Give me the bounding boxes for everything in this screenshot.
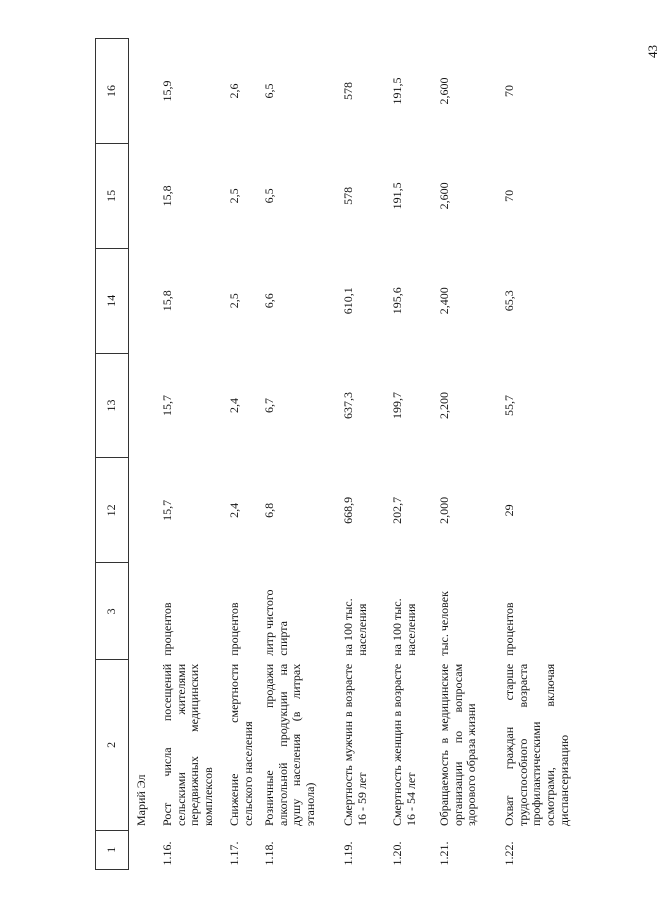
value-cell: 2,600 <box>436 182 451 210</box>
table-row <box>434 39 499 870</box>
indicator-name: Охват граждан старше трудоспособного возраста профилактическими осмотрами, включая диспансеризацию <box>501 663 571 827</box>
value-cell: 29 <box>501 504 516 517</box>
unit-cell: на 100 тыс. населения <box>340 598 369 656</box>
value-cell: 2,4 <box>226 398 241 414</box>
unit-cell: на 100 тыс. населения <box>389 598 418 656</box>
header-cell: 2 <box>96 660 129 830</box>
value-cell: 195,6 <box>389 287 404 315</box>
value-cell: 2,5 <box>226 293 241 309</box>
header-cell: 14 <box>96 248 129 353</box>
unit-cell: тыс. человек <box>436 591 451 656</box>
value-cell: 578 <box>340 186 355 205</box>
indicator-name: Обращаемость в медицинские организации по вопросам здорового образа жизни <box>436 663 479 827</box>
unit-cell: процентов <box>159 602 174 656</box>
unit-cell: процентов <box>501 602 516 656</box>
value-cell: 637,3 <box>340 392 355 420</box>
value-cell: 6,8 <box>261 502 276 518</box>
value-cell: 2,600 <box>436 77 451 105</box>
value-cell: 2,000 <box>436 496 451 524</box>
row-number: 1.20. <box>389 841 404 866</box>
value-cell: 6,5 <box>261 83 276 99</box>
value-cell: 2,4 <box>226 502 241 518</box>
row-number: 1.18. <box>261 841 276 866</box>
indicator-name: Смертность мужчин в возрасте 16 - 59 лет <box>340 663 369 827</box>
value-cell: 15,8 <box>159 290 174 312</box>
indicator-name: Снижение смертности сельского населения <box>226 663 255 827</box>
table-row <box>157 39 224 870</box>
indicator-name: Розничные продажи алкогольной продукции на душу населения (в литрах этанола) <box>261 663 318 827</box>
value-cell: 191,5 <box>389 182 404 210</box>
table-row <box>338 39 387 870</box>
value-cell: 2,6 <box>226 83 241 99</box>
row-number: 1.22. <box>501 841 516 866</box>
value-cell: 70 <box>501 189 516 202</box>
table-row <box>387 39 434 870</box>
header-row <box>96 39 129 870</box>
value-cell: 578 <box>340 81 355 100</box>
value-cell: 65,3 <box>501 290 516 312</box>
unit-cell: процентов <box>226 602 241 656</box>
value-cell: 199,7 <box>389 392 404 420</box>
indicator-name: Смертность женщин в возрасте 16 - 54 лет <box>389 663 418 827</box>
value-cell: 668,9 <box>340 496 355 524</box>
value-cell: 6,6 <box>261 293 276 309</box>
value-cell: 2,5 <box>226 188 241 204</box>
indicators-table <box>95 38 575 870</box>
row-number: 1.19. <box>340 841 355 866</box>
value-cell: 70 <box>501 84 516 97</box>
unit-cell: литр чистого спирта <box>261 589 290 656</box>
table-row <box>259 39 338 870</box>
value-cell: 15,8 <box>159 185 174 207</box>
rotated-table-sheet <box>95 38 571 870</box>
table-row <box>499 39 575 870</box>
value-cell: 6,5 <box>261 188 276 204</box>
value-cell: 6,7 <box>261 398 276 414</box>
row-number: 1.17. <box>226 841 241 866</box>
value-cell: 15,9 <box>159 80 174 102</box>
header-cell: 3 <box>96 563 129 660</box>
header-cell: 13 <box>96 353 129 458</box>
table-row <box>224 39 259 870</box>
value-cell: 2,400 <box>436 287 451 315</box>
value-cell: 55,7 <box>501 395 516 417</box>
region-title: Марий Эл <box>134 774 148 827</box>
row-number: 1.21. <box>436 841 451 866</box>
header-cell: 12 <box>96 458 129 563</box>
value-cell: 191,5 <box>389 77 404 105</box>
row-number: 1.16. <box>159 841 174 866</box>
header-cell: 16 <box>96 39 129 144</box>
value-cell: 15,7 <box>159 499 174 521</box>
page-number: 43 <box>645 45 660 58</box>
value-cell: 2,200 <box>436 392 451 420</box>
region-num-cell <box>129 830 157 869</box>
header-cell: 1 <box>96 830 129 869</box>
value-cell: 202,7 <box>389 496 404 524</box>
value-cell: 15,7 <box>159 395 174 417</box>
header-cell: 15 <box>96 143 129 248</box>
indicator-name: Рост числа посещений сельскими жителями передвижных медицинских комплексов <box>159 663 216 827</box>
value-cell: 610,1 <box>340 287 355 315</box>
region-row <box>129 39 157 870</box>
